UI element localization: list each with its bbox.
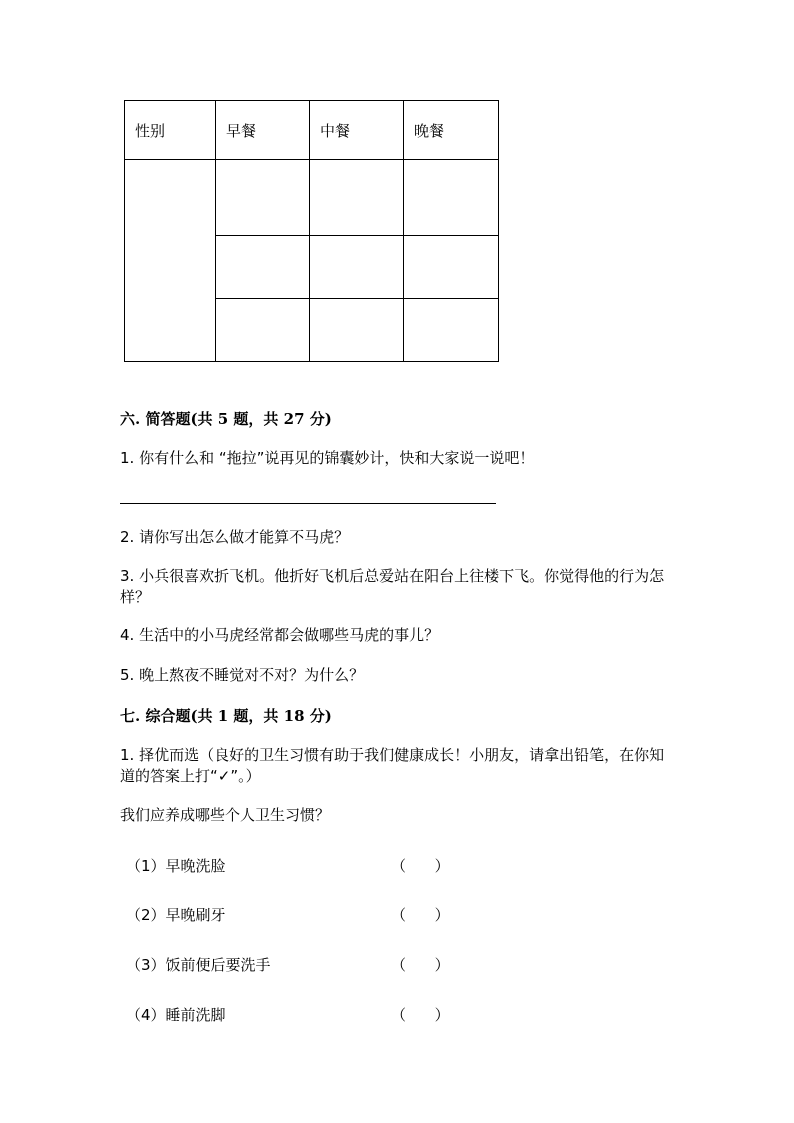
header-lunch: 中餐 — [310, 101, 404, 160]
table-cell[interactable] — [216, 236, 310, 299]
table-cell[interactable] — [216, 299, 310, 362]
question-6-4: 4. 生活中的小马虎经常都会做哪些马虎的事儿？ — [120, 626, 440, 644]
option-label: （3）饭前便后要洗手 — [126, 956, 271, 974]
question-6-5: 5. 晚上熬夜不睡觉对不对？为什么？ — [120, 666, 365, 684]
table-row — [125, 160, 499, 236]
table-cell[interactable] — [404, 299, 499, 362]
table-header-row — [125, 101, 499, 160]
table-cell[interactable] — [404, 236, 499, 299]
gender-cell[interactable] — [125, 160, 216, 362]
section-7-title: 七. 综合题(共 1 题，共 18 分) — [120, 707, 332, 725]
table-cell[interactable] — [216, 160, 310, 236]
header-breakfast: 早餐 — [216, 101, 310, 160]
question-6-2: 2. 请你写出怎么做才能算不马虎？ — [120, 528, 350, 546]
question-7-prompt: 我们应养成哪些个人卫生习惯？ — [120, 806, 331, 824]
question-6-1: 1. 你有什么和 “拖拉”说再见的锦囊妙计，快和大家说一说吧！ — [120, 449, 535, 467]
option-label: （4）睡前洗脚 — [126, 1006, 226, 1024]
table-cell[interactable] — [310, 160, 404, 236]
table-cell[interactable] — [310, 299, 404, 362]
question-7-1: 1. 择优而选（良好的卫生习惯有助于我们健康成长！小朋友，请拿出铅笔，在你知道的答案上打“✓”。） — [120, 746, 665, 785]
option-label: （1）早晚洗脸 — [126, 857, 226, 875]
option-answer-paren[interactable]: （ ） — [391, 857, 450, 875]
meal-table — [124, 100, 499, 362]
answer-line[interactable] — [120, 503, 496, 504]
question-6-3: 3. 小兵很喜欢折飞机。他折好飞机后总爱站在阳台上往楼下飞。你觉得他的行为怎样？ — [120, 567, 665, 606]
header-gender: 性别 — [125, 101, 216, 160]
table-cell[interactable] — [404, 160, 499, 236]
option-label: （2）早晚刷牙 — [126, 906, 226, 924]
option-answer-paren[interactable]: （ ） — [391, 1006, 450, 1024]
section-6-title: 六. 简答题(共 5 题，共 27 分) — [120, 410, 332, 428]
option-answer-paren[interactable]: （ ） — [391, 956, 450, 974]
table-cell[interactable] — [310, 236, 404, 299]
option-answer-paren[interactable]: （ ） — [391, 906, 450, 924]
header-dinner: 晚餐 — [404, 101, 499, 160]
